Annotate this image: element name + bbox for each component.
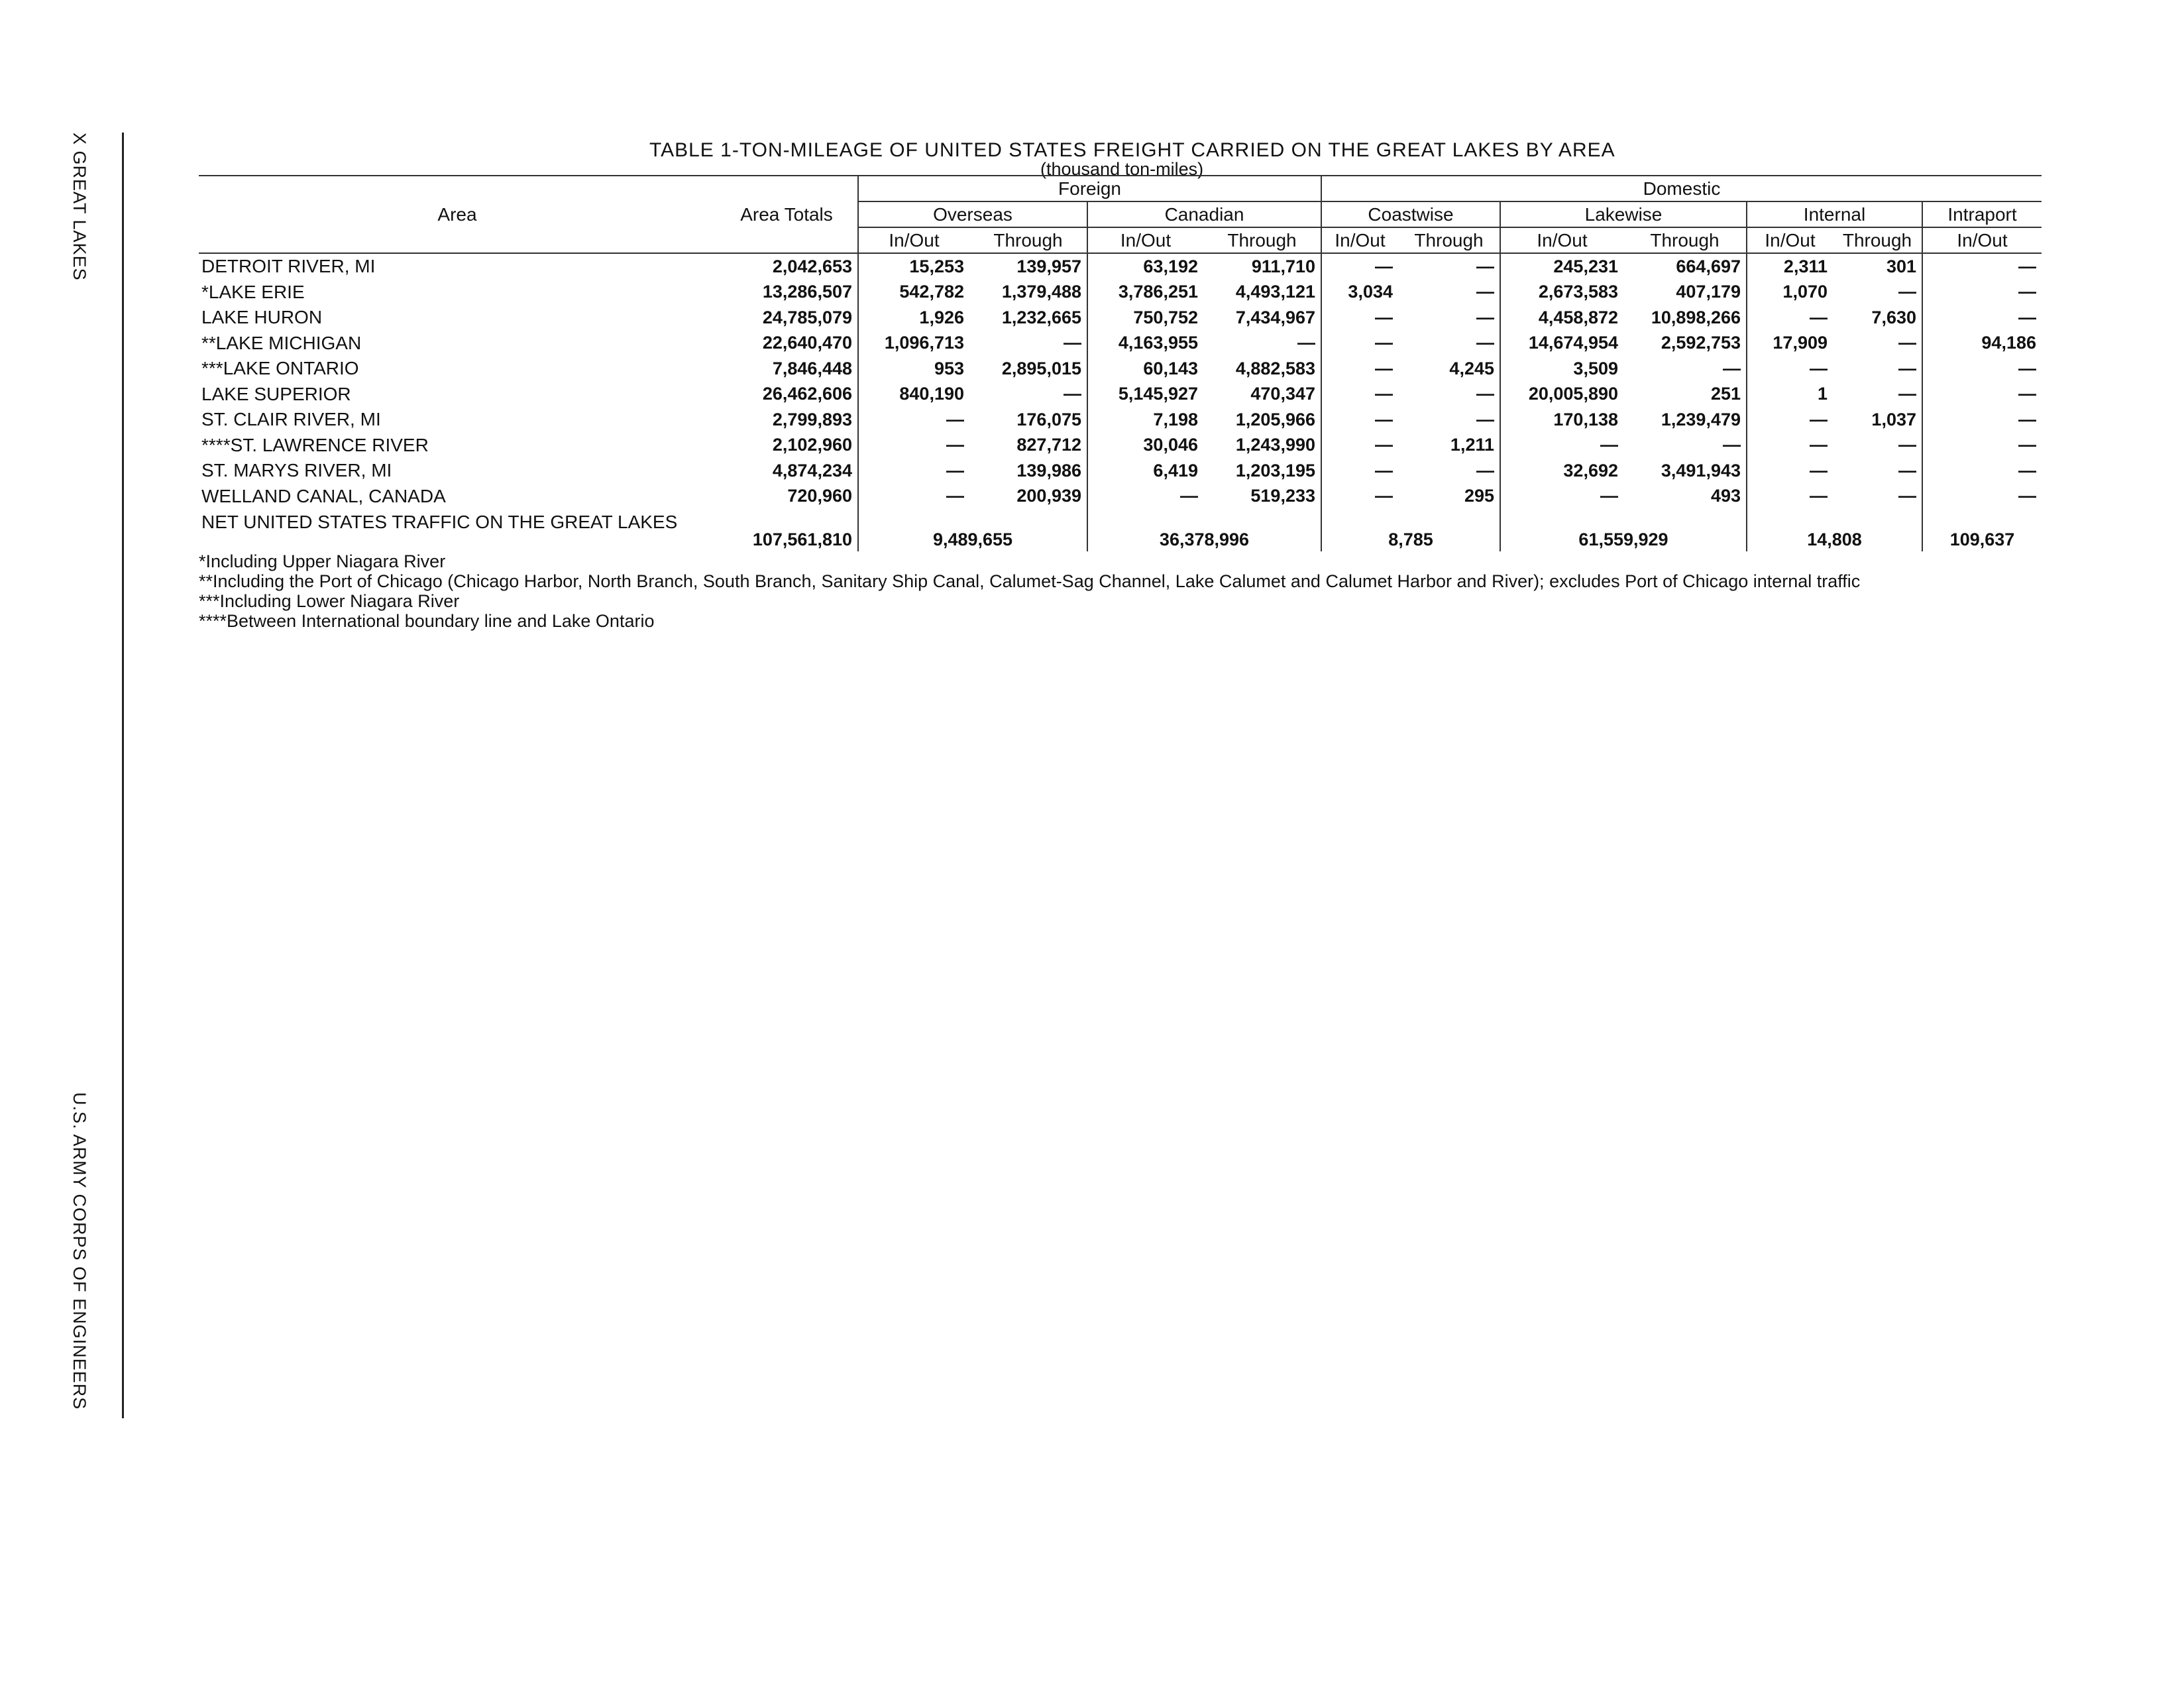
cell-overseas-through: 1,232,665 [1001, 307, 1081, 327]
table-row [199, 253, 2042, 280]
row-area: ***LAKE ONTARIO [201, 358, 359, 379]
row-area: ST. MARYS RIVER, MI [201, 460, 392, 481]
cell-internal-in-out: — [1747, 305, 1833, 331]
cell-lakewise-in-out: 4,458,872 [1500, 305, 1623, 331]
header-coastwise: Coastwise [1321, 201, 1500, 227]
cell-internal-in-out: — [1747, 433, 1833, 459]
header-intraport: Intraport [1922, 201, 2042, 227]
cell-lakewise-in-out: — [1500, 484, 1623, 510]
cell-overseas-in-out: — [858, 484, 969, 510]
cell-internal-through: 1,037 [1871, 409, 1916, 429]
header-foreign: Foreign [858, 176, 1321, 201]
cell-coastwise-in-out: — [1321, 253, 1398, 280]
cell-canadian-in-out: 30,046 [1087, 433, 1203, 459]
cell-overseas-in-out: 953 [858, 356, 969, 382]
header-overseas-in-out: In/Out [858, 227, 969, 253]
cell-lakewise-in-out: — [1500, 433, 1623, 459]
cell-internal-in-out: — [1747, 458, 1833, 484]
cell-overseas-in-out: — [858, 433, 969, 459]
cell-canadian-in-out: 60,143 [1087, 356, 1203, 382]
cell-lakewise-through: 3,491,943 [1661, 460, 1741, 480]
row-area: DETROIT RIVER, MI [201, 256, 376, 277]
cell-lakewise-through: 664,697 [1676, 256, 1741, 276]
sidebar-rule [122, 133, 124, 1418]
net-overseas-total: 9,489,655 [858, 509, 1087, 551]
table-container [199, 175, 2042, 551]
cell-canadian-through: — [1297, 333, 1315, 353]
cell-lakewise-through: 1,239,479 [1661, 409, 1741, 429]
cell-coastwise-in-out: 3,034 [1321, 280, 1398, 306]
row-area: **LAKE MICHIGAN [201, 332, 362, 353]
cell-overseas-through: — [1064, 333, 1081, 353]
net-area-total: 107,561,810 [752, 530, 852, 549]
cell-coastwise-through: — [1476, 282, 1494, 302]
net-lakewise-total: 61,559,929 [1500, 509, 1747, 551]
cell-coastwise-through: — [1476, 333, 1494, 353]
header-lakewise-in-out: In/Out [1500, 227, 1623, 253]
cell-coastwise-through: — [1476, 409, 1494, 429]
cell-lakewise-in-out: 20,005,890 [1500, 382, 1623, 408]
table-row [199, 407, 2042, 433]
row-area: WELLAND CANAL, CANADA [201, 485, 446, 506]
cell-internal-in-out: 1,070 [1747, 280, 1833, 306]
cell-lakewise-in-out: 245,231 [1500, 253, 1623, 280]
row-area: ST. CLAIR RIVER, MI [201, 409, 381, 430]
row-area-total: 7,846,448 [772, 358, 852, 378]
cell-canadian-through: 1,243,990 [1235, 435, 1315, 455]
cell-coastwise-through: 295 [1464, 486, 1494, 506]
table-body [199, 253, 2042, 509]
cell-coastwise-in-out: — [1321, 433, 1398, 459]
cell-internal-through: — [1898, 358, 1916, 378]
cell-overseas-in-out: 1,096,713 [858, 331, 969, 357]
cell-overseas-through: 139,986 [1016, 460, 1081, 480]
cell-overseas-through: — [1064, 384, 1081, 404]
row-area: ****ST. LAWRENCE RIVER [201, 434, 429, 455]
header-internal: Internal [1747, 201, 1922, 227]
header-internal-through: Through [1833, 227, 1922, 253]
cell-overseas-through: 200,939 [1016, 486, 1081, 506]
cell-overseas-through: 827,712 [1016, 435, 1081, 455]
header-overseas-through: Through [969, 227, 1087, 253]
net-intraport-total: 109,637 [1922, 509, 2042, 551]
net-label: NET UNITED STATES TRAFFIC ON THE GREAT LAKES [201, 512, 678, 532]
header-internal-in-out: In/Out [1747, 227, 1833, 253]
row-area-total: 26,462,606 [762, 384, 852, 404]
net-internal-total: 14,808 [1747, 509, 1922, 551]
footnote: ****Between International boundary line and Lake Ontario [199, 611, 655, 631]
row-area-total: 720,960 [787, 486, 852, 506]
cell-canadian-in-out: — [1087, 484, 1203, 510]
table-row [199, 305, 2042, 331]
table-row [199, 433, 2042, 459]
cell-canadian-through: 911,710 [1251, 256, 1315, 276]
row-area-total: 2,102,960 [772, 435, 852, 455]
cell-internal-through: — [1898, 486, 1916, 506]
header-canadian-through: Through [1203, 227, 1321, 253]
cell-canadian-in-out: 750,752 [1087, 305, 1203, 331]
cell-intraport-in-out: — [1922, 484, 2042, 510]
cell-coastwise-through: 1,211 [1450, 435, 1494, 455]
cell-canadian-through: 1,205,966 [1235, 409, 1315, 429]
sidebar-section-label: X GREAT LAKES [70, 133, 89, 281]
cell-overseas-in-out: — [858, 458, 969, 484]
cell-lakewise-in-out: 3,509 [1500, 356, 1623, 382]
row-area-total: 13,286,507 [762, 282, 852, 302]
header-canadian: Canadian [1087, 201, 1321, 227]
cell-canadian-through: 1,203,195 [1235, 460, 1315, 480]
net-canadian-total: 36,378,996 [1087, 509, 1321, 551]
header-coastwise-in-out: In/Out [1321, 227, 1398, 253]
tonnage-table [199, 175, 2042, 551]
cell-internal-in-out: 17,909 [1747, 331, 1833, 357]
cell-overseas-through: 139,957 [1016, 256, 1081, 276]
cell-internal-in-out: — [1747, 356, 1833, 382]
cell-canadian-in-out: 63,192 [1087, 253, 1203, 280]
row-area-total: 2,799,893 [772, 409, 852, 429]
cell-canadian-through: 7,434,967 [1235, 307, 1315, 327]
cell-intraport-in-out: — [1922, 280, 2042, 306]
cell-internal-through: — [1898, 282, 1916, 302]
footnotes [199, 551, 1860, 631]
cell-internal-in-out: — [1747, 407, 1833, 433]
cell-intraport-in-out: — [1922, 305, 2042, 331]
table-title: TABLE 1-TON-MILEAGE OF UNITED STATES FREIGHT CARRIED ON THE GREAT LAKES BY AREA [649, 139, 1615, 161]
row-area: *LAKE ERIE [201, 281, 305, 302]
header-intraport-in-out: In/Out [1922, 227, 2042, 253]
header-coastwise-through: Through [1398, 227, 1500, 253]
row-area-total: 24,785,079 [762, 307, 852, 327]
cell-coastwise-through: 4,245 [1449, 358, 1494, 378]
footnote: *Including Upper Niagara River [199, 551, 446, 571]
cell-canadian-in-out: 3,786,251 [1087, 280, 1203, 306]
page-sidebar [0, 0, 126, 1688]
table-row [199, 382, 2042, 408]
cell-overseas-in-out: 840,190 [858, 382, 969, 408]
cell-lakewise-through: 2,592,753 [1661, 333, 1741, 353]
cell-intraport-in-out: — [1922, 458, 2042, 484]
cell-internal-in-out: — [1747, 484, 1833, 510]
footnote: ***Including Lower Niagara River [199, 591, 460, 611]
cell-internal-through: 7,630 [1871, 307, 1916, 327]
cell-coastwise-in-out: — [1321, 331, 1398, 357]
cell-coastwise-in-out: — [1321, 484, 1398, 510]
cell-internal-through: — [1898, 460, 1916, 480]
sidebar-publisher-label: U.S. ARMY CORPS OF ENGINEERS [70, 1092, 89, 1410]
cell-canadian-in-out: 4,163,955 [1087, 331, 1203, 357]
net-coastwise-total: 8,785 [1321, 509, 1500, 551]
header-overseas: Overseas [858, 201, 1087, 227]
cell-overseas-in-out: 15,253 [858, 253, 969, 280]
footnote: **Including the Port of Chicago (Chicago Harbor, North Branch, South Branch, Sanitary Ship Canal, Calumet-Sag Channel, Lake Calumet and Calumet Harbor and River); excludes Port of Chicago internal traffic [199, 571, 1861, 591]
row-area-total: 4,874,234 [772, 460, 852, 480]
header-area: Area [199, 176, 716, 253]
cell-coastwise-through: — [1476, 460, 1494, 480]
cell-lakewise-through: 10,898,266 [1651, 307, 1741, 327]
cell-canadian-in-out: 5,145,927 [1087, 382, 1203, 408]
cell-coastwise-in-out: — [1321, 407, 1398, 433]
cell-lakewise-in-out: 170,138 [1500, 407, 1623, 433]
header-lakewise-through: Through [1623, 227, 1747, 253]
cell-coastwise-in-out: — [1321, 382, 1398, 408]
cell-lakewise-through: 251 [1710, 384, 1741, 404]
cell-coastwise-through: — [1476, 307, 1494, 327]
cell-lakewise-through: 407,179 [1676, 282, 1741, 302]
cell-canadian-in-out: 7,198 [1087, 407, 1203, 433]
cell-internal-in-out: 1 [1747, 382, 1833, 408]
header-canadian-in-out: In/Out [1087, 227, 1203, 253]
cell-overseas-through: 176,075 [1016, 409, 1081, 429]
table-row [199, 331, 2042, 357]
cell-internal-through: — [1898, 333, 1916, 353]
cell-intraport-in-out: — [1922, 407, 2042, 433]
cell-internal-through: — [1898, 384, 1916, 404]
cell-intraport-in-out: — [1922, 253, 2042, 280]
row-area: LAKE SUPERIOR [201, 383, 351, 404]
table-subtitle: (thousand ton-miles) [1040, 159, 1204, 179]
table-row [199, 356, 2042, 382]
cell-lakewise-in-out: 2,673,583 [1500, 280, 1623, 306]
cell-intraport-in-out: — [1922, 356, 2042, 382]
cell-canadian-in-out: 6,419 [1087, 458, 1203, 484]
cell-lakewise-through: 493 [1710, 486, 1741, 506]
table-row [199, 280, 2042, 306]
row-area: LAKE HURON [201, 307, 323, 328]
cell-overseas-in-out: 542,782 [858, 280, 969, 306]
header-domestic: Domestic [1321, 176, 2042, 201]
cell-coastwise-in-out: — [1321, 305, 1398, 331]
table-row [199, 458, 2042, 484]
cell-intraport-in-out: — [1922, 433, 2042, 459]
cell-canadian-through: 519,233 [1250, 486, 1315, 506]
cell-overseas-in-out: — [858, 407, 969, 433]
cell-canadian-through: 4,493,121 [1235, 282, 1315, 302]
cell-internal-through: — [1898, 435, 1916, 455]
row-area-total: 22,640,470 [762, 333, 852, 353]
cell-canadian-through: 4,882,583 [1235, 358, 1315, 378]
cell-lakewise-through: — [1723, 435, 1741, 455]
cell-lakewise-through: — [1723, 358, 1741, 378]
cell-lakewise-in-out: 32,692 [1500, 458, 1623, 484]
cell-canadian-through: 470,347 [1250, 384, 1315, 404]
row-area-total: 2,042,653 [772, 256, 852, 276]
cell-lakewise-in-out: 14,674,954 [1500, 331, 1623, 357]
cell-coastwise-in-out: — [1321, 458, 1398, 484]
cell-overseas-through: 1,379,488 [1001, 282, 1081, 302]
cell-intraport-in-out: 94,186 [1922, 331, 2042, 357]
cell-coastwise-in-out: — [1321, 356, 1398, 382]
table-row [199, 484, 2042, 510]
header-lakewise: Lakewise [1500, 201, 1747, 227]
cell-coastwise-through: — [1476, 256, 1494, 276]
cell-coastwise-through: — [1476, 384, 1494, 404]
cell-internal-in-out: 2,311 [1747, 253, 1833, 280]
cell-overseas-through: 2,895,015 [1001, 358, 1081, 378]
cell-overseas-in-out: 1,926 [858, 305, 969, 331]
cell-internal-through: 301 [1886, 256, 1916, 276]
net-total-row [199, 509, 2042, 551]
header-area-totals: Area Totals [716, 176, 858, 253]
cell-intraport-in-out: — [1922, 382, 2042, 408]
